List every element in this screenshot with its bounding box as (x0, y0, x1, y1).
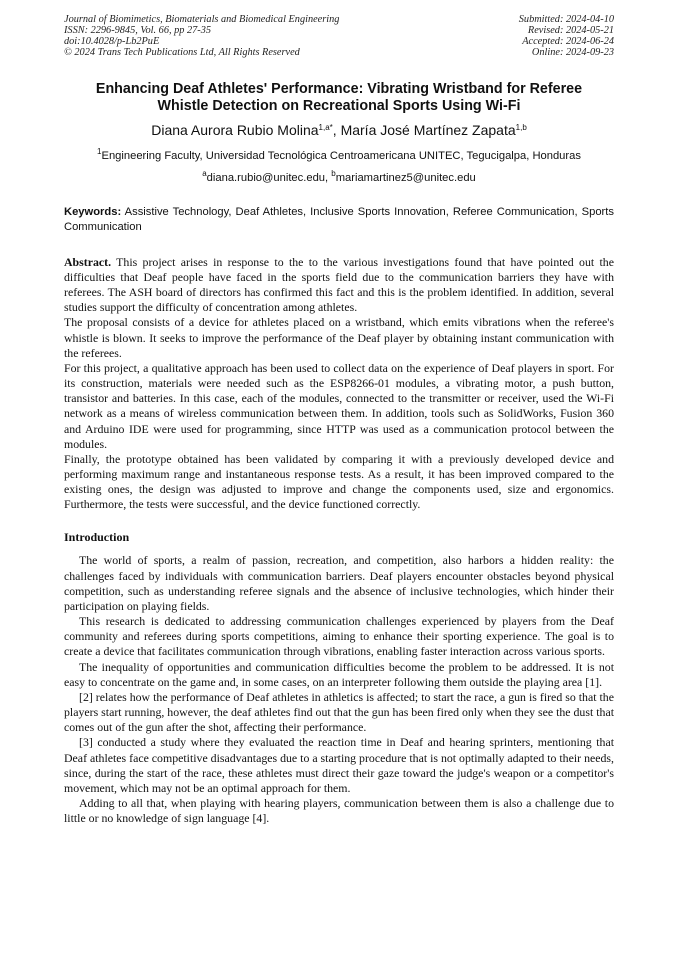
journal-info (64, 15, 339, 59)
title-line-2: Whistle Detection on Recreational Sports Using Wi-Fi (157, 97, 521, 114)
author-1-affil-marker: 1,a* (318, 122, 333, 132)
intro-paragraph: This research is dedicated to addressing communication challenges experienced by players from the Deaf community and referees during sports competitions, aiming to enhance their sporting experience. The goal is to create a device that facilitates communication through vibrations, enabling faster interaction across various sports. (64, 614, 614, 659)
journal-copyright: © 2024 Trans Tech Publications Ltd, All Rights Reserved (64, 46, 300, 58)
keywords-text: Assistive Technology, Deaf Athletes, Inclusive Sports Innovation, Referee Communication, Sports Communication (64, 205, 614, 233)
intro-paragraph: The inequality of opportunities and communication difficulties become the problem to be addressed. It is not easy to concentrate on the game and, in some cases, on an interpreter following them outside the playing area [1]. (64, 659, 614, 689)
intro-paragraph: The world of sports, a realm of passion, recreation, and competition, also harbors a hidden reality: the challenges faced by individuals with communication barriers. Deaf players encounter obstacles beyond physical competition, such as understanding referee signals and the absence of inclusive technologies, which hinder their participation on playing fields. (64, 553, 614, 613)
email-a-marker: a (202, 168, 207, 178)
introduction-body (64, 553, 614, 826)
introduction-heading: Introduction (64, 530, 130, 545)
author-1: Diana Aurora Rubio Molina (151, 121, 319, 138)
abstract-paragraph: Finally, the prototype obtained has been validated by comparing it with a previously developed device and performing maximum range and instantaneous response tests. As a result, it has been improved compared to the existing ones, the design was adjusted to improve and change the components used, size and ergonomics. Furthermore, the tests were successful, and the device functioned correctly. (64, 451, 614, 512)
abstract-label: Abstract. (64, 254, 112, 269)
author-2-affil-marker: 1,b (515, 122, 527, 132)
email-a[interactable]: diana.rubio@unitec.edu, (206, 171, 332, 184)
affiliation (64, 146, 614, 163)
abstract (64, 255, 614, 513)
affiliation-marker: 1 (97, 146, 102, 156)
keywords-label: Keywords: (64, 205, 122, 218)
date-accepted: Accepted: 2024-06-24 (522, 35, 614, 47)
publication-dates (519, 15, 614, 59)
email-b-marker: b (331, 168, 336, 178)
journal-doi[interactable]: doi:10.4028/p-Lb2PuE (64, 35, 160, 47)
date-online: Online: 2024-09-23 (531, 46, 614, 58)
affiliation-text: Engineering Faculty, Universidad Tecnológica Centroamericana UNITEC, Tegucigalpa, Honduras (101, 149, 581, 162)
paper-page (64, 15, 614, 826)
abstract-paragraph: For this project, a qualitative approach has been used to collect data on the experience of Deaf players in sport. For its construction, materials were needed such as the ESP8266-01 modules, a vibrating motor, a push button, transistor and batteries. In this case, each of the modules, connected to the transmitter or receiver, used the Wi-Fi network as a means of wireless communication between them. In addition, tools such as SolidWorks, Fusion 360 and Arduino IDE were used for programming, since HTTP was used as a communication protocol between the modules. (64, 360, 614, 451)
intro-paragraph: Adding to all that, when playing with hearing players, communication between them is also a challenge due to little or no knowledge of sign language [4]. (64, 795, 614, 826)
email-b[interactable]: mariamartinez5@unitec.edu (335, 171, 476, 184)
intro-paragraph: [2] relates how the performance of Deaf athletes in athletics is affected; to start the race, a gun is fired so that the players start running, however, the deaf athletes find out that the gun has been fired only when they see the dust that comes out of the gun after the shot, affecting their performance. (64, 689, 614, 735)
author-list (64, 122, 614, 139)
date-submitted: Submitted: 2024-04-10 (518, 14, 614, 25)
journal-name: Journal of Biomimetics, Biomaterials and Biomedical Engineering (64, 14, 340, 25)
author-emails (64, 168, 614, 185)
date-revised: Revised: 2024-05-21 (527, 24, 614, 36)
abstract-paragraph: The proposal consists of a device for athletes placed on a wristband, which emits vibrations when the referee's whistle is blown. It seeks to improve the performance of the Deaf player by obtaining instant communication with the referees. (64, 315, 614, 360)
keywords (64, 205, 614, 235)
author-separator: , (332, 121, 341, 138)
journal-header (64, 15, 614, 59)
author-2: María José Martínez Zapata (340, 121, 516, 138)
paper-title (64, 81, 614, 115)
abstract-paragraph: Abstract. This project arises in response to the to the various investigations found that have pointed out the difficulties that Deaf people have faced in the sports field due to the communication barriers they have with referees. The ASH board of directors has confirmed this fact and this is the problem identified. In addition, several studies support the difficulty of concentration among athletes. (64, 254, 614, 315)
journal-issn: ISSN: 2296-9845, Vol. 66, pp 27-35 (64, 24, 212, 36)
intro-paragraph: [3] conducted a study where they evaluated the reaction time in Deaf and hearing sprinters, mentioning that Deaf athletes face competitive disadvantages due to a starting procedure that is not optimally adapted to their needs, since, during the start of the race, these athletes must direct their gaze toward the judge's weapon or a competitor's movement, which may not be an optimal approach for them. (64, 735, 614, 795)
title-line-1: Enhancing Deaf Athletes' Performance: Vibrating Wristband for Referee (95, 80, 583, 97)
